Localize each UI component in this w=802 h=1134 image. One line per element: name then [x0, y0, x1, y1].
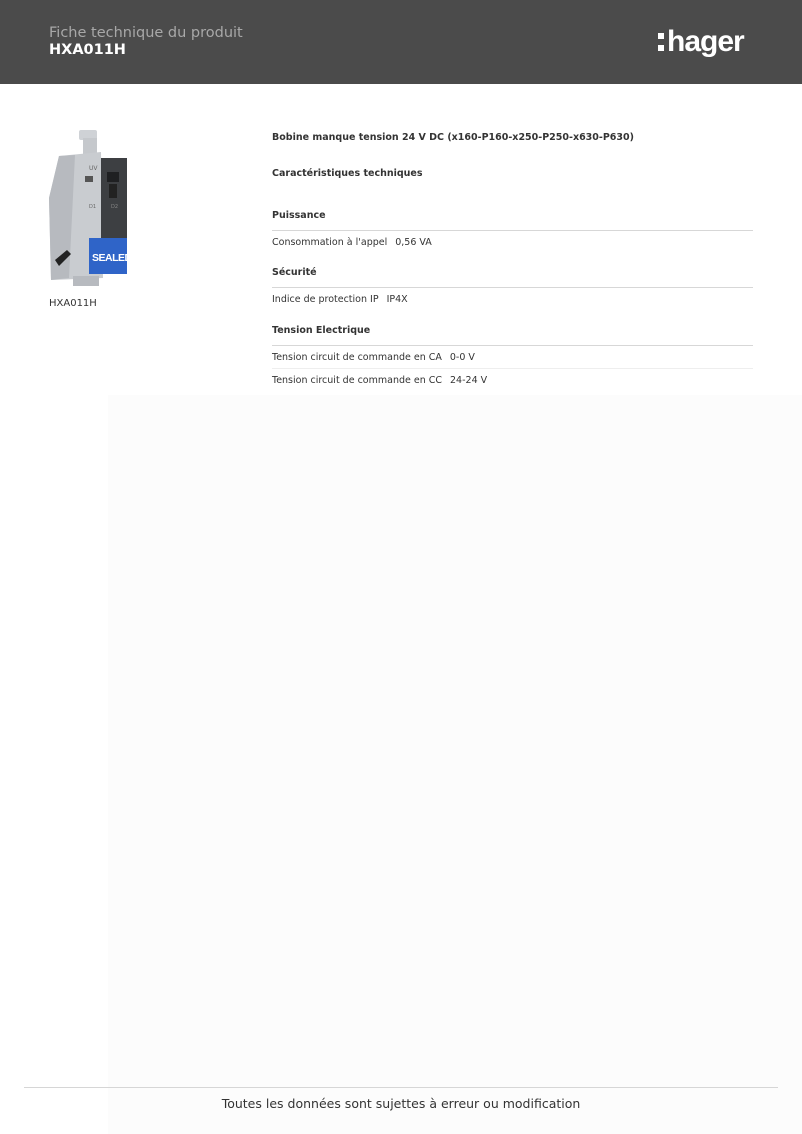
svg-text:SEALED: SEALED: [92, 252, 132, 264]
spec-row: [272, 346, 753, 369]
product-reference: HXA011H: [49, 42, 126, 58]
trip-coil-icon: [45, 128, 133, 293]
image-caption: HXA011H: [49, 298, 97, 309]
svg-text:D2: D2: [111, 204, 119, 210]
spec-row: [272, 369, 753, 391]
spec-row: [272, 288, 753, 310]
group-title: Sécurité: [272, 267, 753, 288]
spec-value: 0,56 VA: [395, 237, 432, 248]
spec-value: IP4X: [386, 294, 408, 305]
group-title: Puissance: [272, 210, 753, 231]
document-type: Fiche technique du produit: [49, 25, 243, 41]
page-header: [0, 0, 802, 84]
spec-label: Indice de protection IP: [272, 294, 379, 305]
spec-row: [272, 231, 753, 253]
spec-value: 0-0 V: [449, 352, 475, 363]
spec-group-puissance: [272, 210, 753, 253]
svg-text:D1: D1: [89, 204, 97, 210]
spec-label: Tension circuit de commande en CC: [272, 375, 443, 386]
product-image: [45, 128, 133, 293]
spec-value: 24-24 V: [450, 375, 488, 386]
product-name: Bobine manque tension 24 V DC (x160-P160-x250-P250-x630-P630): [272, 132, 634, 143]
spec-label: Consommation à l'appel: [272, 237, 388, 248]
spec-group-tension-electrique: [272, 325, 753, 391]
footer-disclaimer: Toutes les données sont sujettes à erreur ou modification: [221, 1096, 581, 1111]
background-panel: [108, 395, 802, 1134]
group-title: Tension Electrique: [272, 325, 753, 346]
specs-heading: Caractéristiques techniques: [272, 168, 423, 179]
spec-label: Tension circuit de commande en CA: [272, 352, 442, 363]
spec-group-securite: [272, 267, 753, 310]
footer-divider: [24, 1087, 778, 1088]
spec-content: [272, 132, 753, 391]
hager-logo: hager: [658, 22, 744, 62]
svg-text:UV: UV: [89, 165, 98, 172]
logo-colon-icon: [658, 22, 664, 62]
